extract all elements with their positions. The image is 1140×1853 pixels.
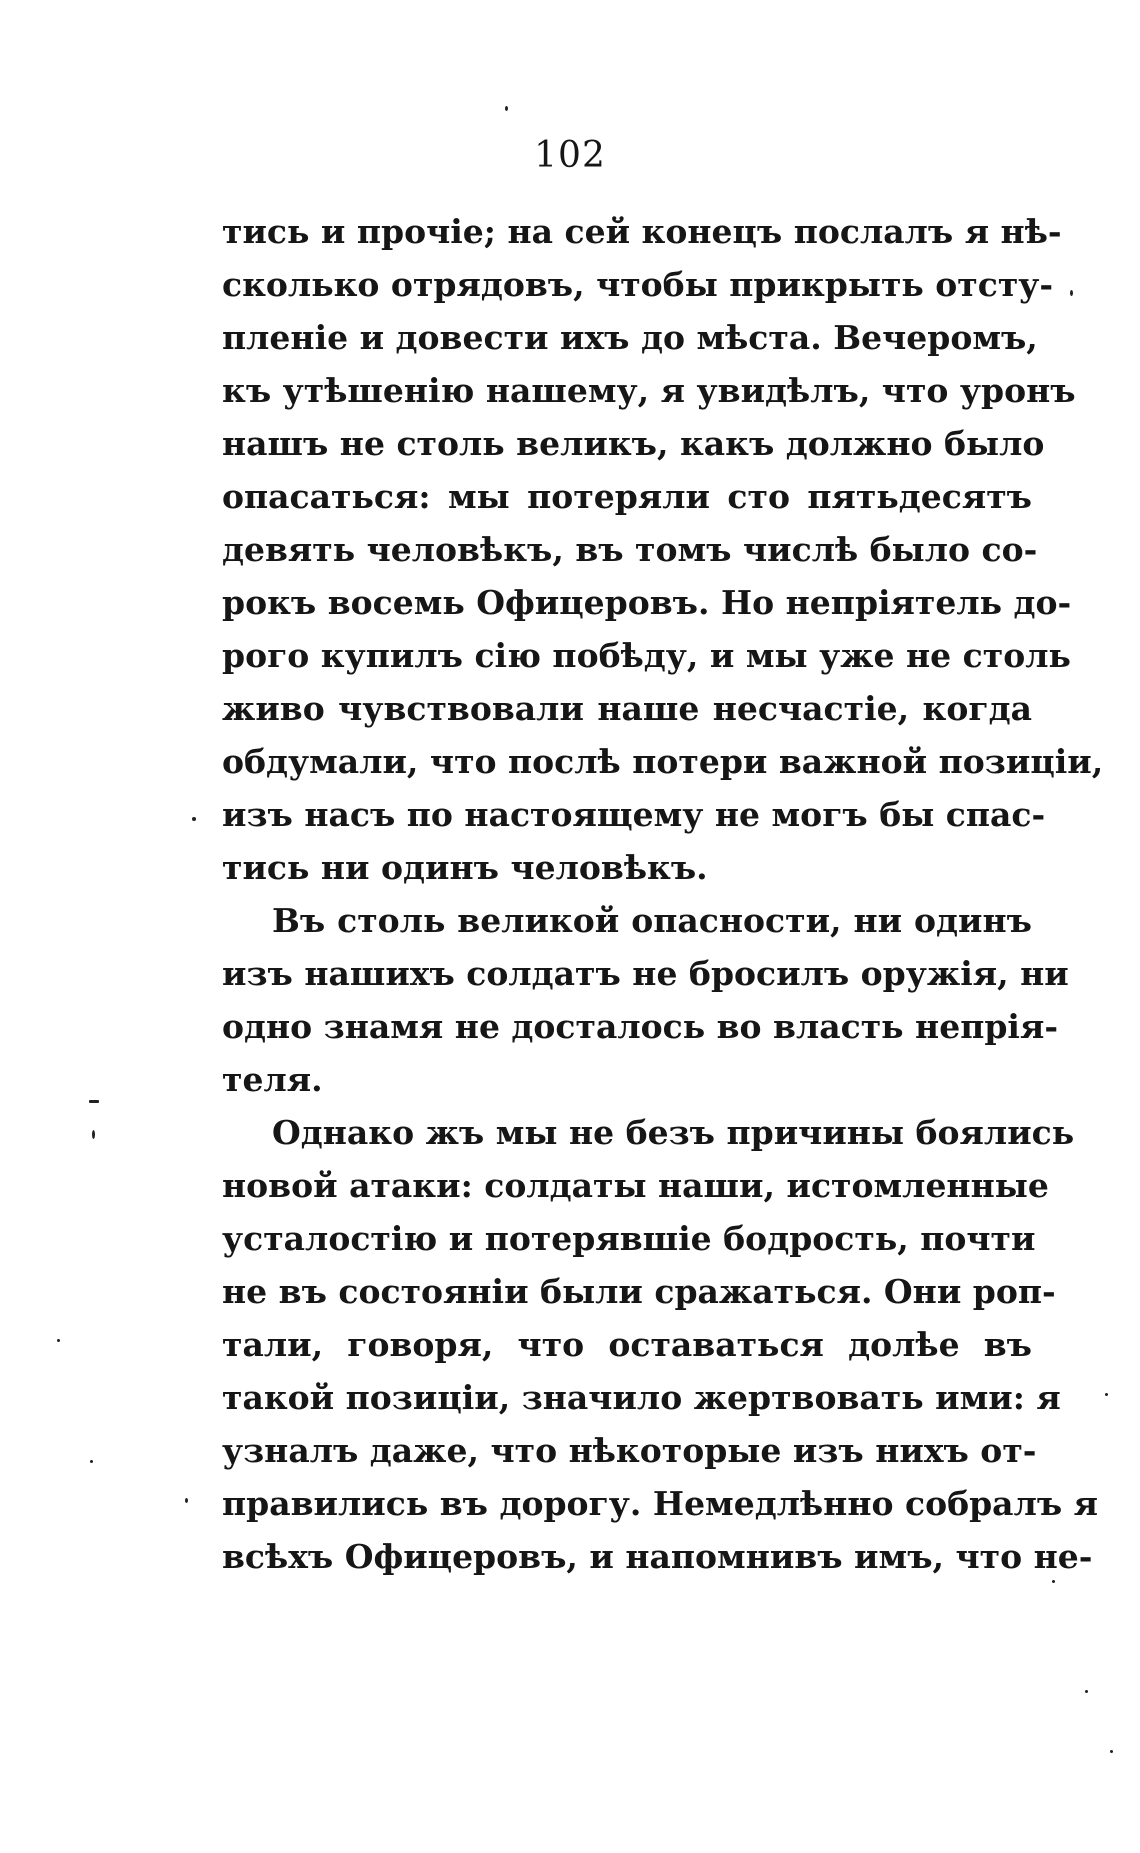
text-line: живо чувствовали наше несчастіе, когда [222, 689, 1032, 728]
text-line: узналъ даже, что нѣкоторые изъ нихъ от- [222, 1431, 1037, 1470]
text-line: изъ насъ по настоящему не могъ бы спас- [222, 795, 1046, 834]
text-line: пленіе и довести ихъ до мѣста. Вечеромъ, [222, 318, 1038, 357]
scan-speck [1052, 1580, 1055, 1583]
text-line: усталостію и потерявшіе бодрость, почти [222, 1219, 1036, 1258]
scan-speck [1105, 1393, 1108, 1396]
scan-speck [192, 817, 196, 821]
text-line: Въ столь великой опасности, ни одинъ [272, 901, 1032, 940]
text-line: тали, говоря, что оставаться долѣе въ [222, 1325, 1032, 1364]
scan-speck [92, 1130, 95, 1139]
scan-speck [1085, 1690, 1088, 1693]
text-line: изъ нашихъ солдатъ не бросилъ оружія, ни [222, 954, 1069, 993]
text-line: къ утѣшенію нашему, я увидѣлъ, что уронъ [222, 371, 1076, 410]
scan-speck [90, 1460, 93, 1463]
text-line: новой атаки: солдаты наши, истомленные [222, 1166, 1049, 1205]
text-line: девять человѣкъ, въ томъ числѣ было со- [222, 530, 1038, 569]
text-line: такой позиціи, значило жертвовать ими: я [222, 1378, 1061, 1417]
text-line: тись и прочіе; на сей конецъ послалъ я нѣ- [222, 212, 1062, 251]
text-line: всѣхъ Офицеровъ, и напомнивъ имъ, что не- [222, 1537, 1093, 1576]
text-line: теля. [222, 1060, 323, 1099]
scan-speck [1110, 1750, 1113, 1753]
scan-speck [505, 106, 508, 111]
scan-speck [185, 1498, 188, 1503]
paragraph-3 [222, 1106, 1099, 1583]
text-line: правились въ дорогу. Немедлѣнно собралъ я [222, 1484, 1099, 1523]
text-line: сколько отрядовъ, чтобы прикрыть отсту- [222, 265, 1054, 304]
body-text [222, 205, 1104, 1583]
paragraph-1 [222, 205, 1104, 894]
text-line: рокъ восемь Офицеровъ. Но непріятель до- [222, 583, 1072, 622]
text-line: Однако жъ мы не безъ причины боялись [272, 1113, 1075, 1152]
text-line: нашъ не столь великъ, какъ должно было [222, 424, 1045, 463]
page-number: 102 [534, 135, 606, 176]
text-line: обдумали, что послѣ потери важной позиціи, [222, 742, 1104, 781]
scan-speck [1070, 290, 1073, 296]
paragraph-2 [222, 894, 1069, 1106]
text-line: опасаться: мы потеряли сто пятьдесятъ [222, 477, 1032, 516]
text-line: не въ состояніи были сражаться. Они роп- [222, 1272, 1056, 1311]
text-line: одно знамя не досталось во власть непрія- [222, 1007, 1059, 1046]
text-line: рого купилъ сію побѣду, и мы уже не столь [222, 636, 1071, 675]
text-line: тись ни одинъ человѣкъ. [222, 848, 708, 887]
scan-speck [89, 1100, 99, 1103]
scan-speck [57, 1339, 60, 1342]
